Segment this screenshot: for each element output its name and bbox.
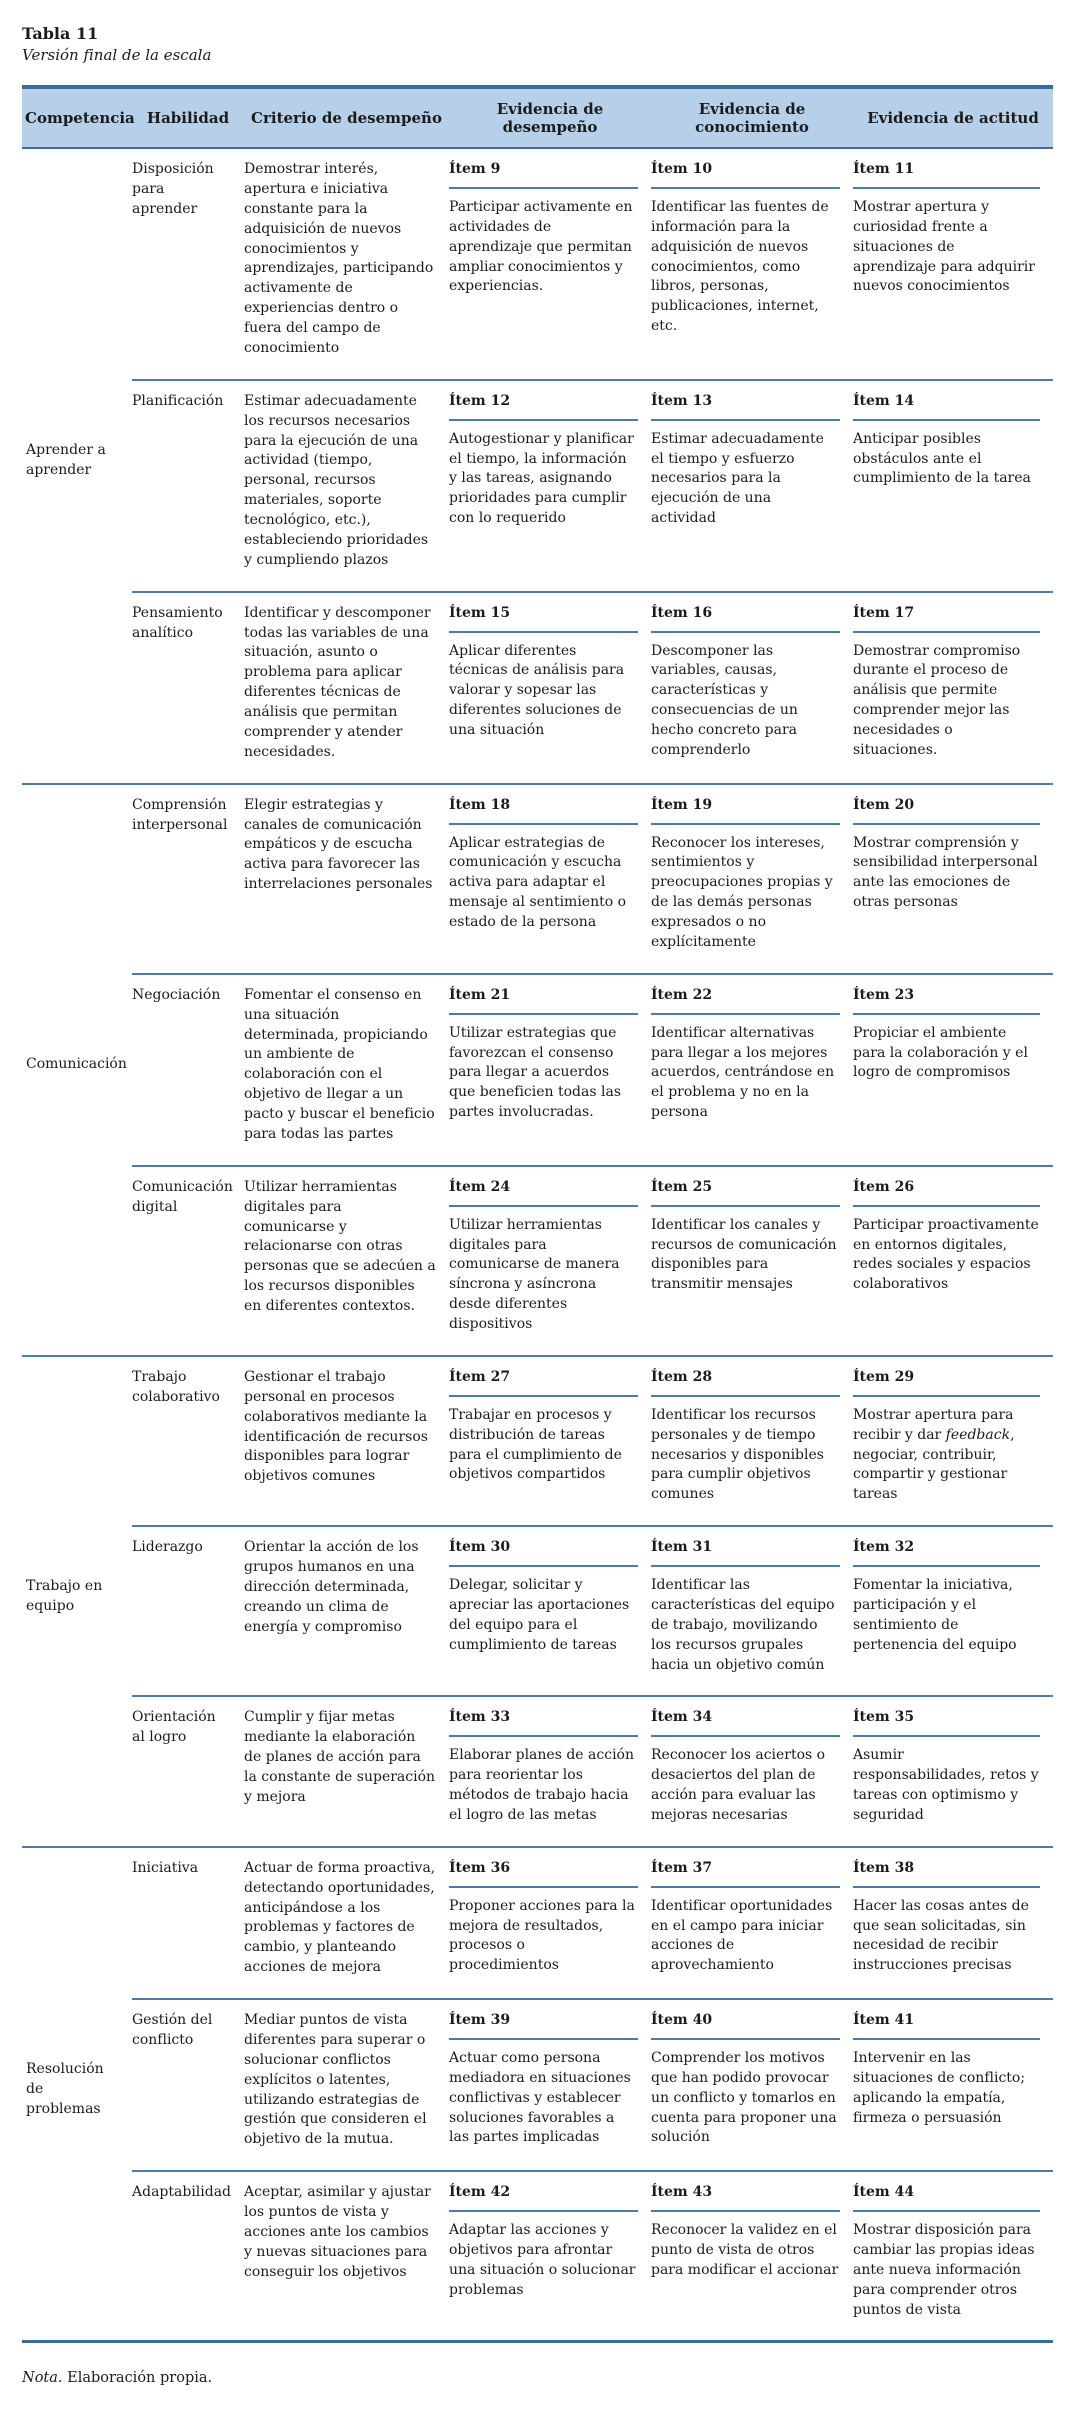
criterio-cell: Demostrar interés, apertura e iniciativa constante para la adquisición de nuevos conocimientos y aprendizajes, participando activamente de experiencias dentro o fuera del campo de conocimiento (244, 161, 434, 356)
habilidad-cell: Gestión del conflicto (132, 1999, 244, 2171)
item-label: Ítem 10 (651, 160, 840, 189)
item-text: Identificar alternativas para llegar a los mejores acuerdos, centrándose en el problema y no en la persona (651, 1024, 835, 1121)
item-label: Ítem 25 (651, 1178, 840, 1207)
item-label: Ítem 42 (449, 2183, 638, 2212)
habilidad-cell: Orientación al logro (132, 1696, 244, 1846)
criterio-cell: Actuar de forma proactiva, detectando oportunidades, anticipándose a los problemas y factores de cambio, y planteando acciones de mejora (244, 1847, 449, 1999)
item-label: Ítem 27 (449, 1368, 638, 1397)
item-label: Ítem 28 (651, 1368, 840, 1397)
evidencia-cell (853, 1166, 1053, 1356)
scale-table (22, 85, 1053, 2343)
item-text: Asumir responsabilidades, retos y tareas con optimismo y seguridad (853, 1747, 1039, 1823)
criterio-cell: Fomentar el consenso en una situación determinada, propiciando un ambiente de colaboración con el objetivo de llegar a un pacto y buscar el beneficio para todas las partes (244, 974, 449, 1166)
evidencia-cell (449, 380, 651, 592)
item-label: Ítem 43 (651, 2183, 840, 2212)
habilidad-cell: Planificación (132, 380, 244, 592)
habilidad-cell: Trabajo colaborativo (132, 1356, 244, 1526)
habilidad-cell: Adaptabilidad (132, 2171, 244, 2342)
item-text: Mostrar disposición para cambiar las propias ideas ante nueva información para comprender otros puntos de vista (853, 2222, 1035, 2318)
evidencia-cell (449, 148, 651, 380)
item-text: Identificar oportunidades en el campo para iniciar acciones de aprovechamiento (651, 1897, 833, 1974)
evidencia-cell (651, 148, 853, 380)
evidencia-cell (651, 592, 853, 784)
competencia-cell: Trabajo en equipo (22, 1356, 132, 1847)
item-text: Comprender los motivos que han podido provocar un conflicto y tomarlos en cuenta para proponer una solución (651, 2049, 837, 2146)
item-text: Elaborar planes de acción para reorientar los métodos de trabajo hacia el logro de las metas (449, 1747, 634, 1823)
item-label: Ítem 19 (651, 796, 840, 825)
competencia-cell: Resolución de problemas (22, 1847, 132, 2342)
item-text: Mostrar apertura para recibir y dar feedback, negociar, contribuir, compartir y gestionar tareas (853, 1406, 1015, 1503)
item-label: Ítem 17 (853, 604, 1040, 633)
item-label: Ítem 36 (449, 1859, 638, 1888)
habilidad-cell: Disposición para aprender (132, 161, 214, 217)
item-label: Ítem 13 (651, 392, 840, 421)
evidencia-cell (449, 784, 651, 974)
table-row (22, 2171, 1053, 2342)
table-row (22, 1526, 1053, 1696)
table-row (22, 784, 1053, 974)
table-header (22, 87, 1053, 148)
criterio-cell: Aceptar, asimilar y ajustar los puntos de vista y acciones ante los cambios y nuevas situaciones para conseguir los objetivos (244, 2171, 449, 2342)
item-label: Ítem 39 (449, 2011, 638, 2040)
table-row (22, 380, 1053, 592)
item-text: Descomponer las variables, causas, características y consecuencias de un hecho concreto para comprenderlo (651, 642, 798, 758)
item-label: Ítem 31 (651, 1538, 840, 1567)
evidencia-cell (651, 1847, 853, 1999)
table-row (22, 1166, 1053, 1356)
evidencia-cell (853, 592, 1053, 784)
evidencia-cell (449, 1999, 651, 2171)
item-text: Identificar los recursos personales y de tiempo necesarios y disponibles para cumplir objetivos comunes (651, 1406, 824, 1503)
item-label: Ítem 37 (651, 1859, 840, 1888)
item-label: Ítem 14 (853, 392, 1040, 421)
item-text: Identificar los canales y recursos de comunicación disponibles para transmitir mensajes (651, 1216, 837, 1293)
item-label: Ítem 15 (449, 604, 638, 633)
item-text: Delegar, solicitar y apreciar las aportaciones del equipo para el cumplimiento de tareas (449, 1577, 630, 1653)
item-text: Identificar las fuentes de información para la adquisición de nuevos conocimientos, como libros, personas, publicaciones, internet, etc. (651, 198, 829, 335)
item-text: Reconocer la validez en el punto de vista de otros para modificar el accionar (651, 2222, 839, 2278)
column-header-criterio: Criterio de desempeño (244, 87, 449, 148)
evidencia-cell (449, 974, 651, 1166)
item-text: Anticipar posibles obstáculos ante el cumplimiento de la tarea (853, 430, 1031, 487)
evidencia-cell (853, 1356, 1053, 1526)
column-header-evidencia-actitud: Evidencia de actitud (853, 87, 1053, 148)
item-text: Identificar las características del equipo de trabajo, movilizando los recursos grupales hacia un objetivo común (651, 1577, 835, 1673)
item-text: Participar activamente en actividades de aprendizaje que permitan ampliar conocimientos y experiencias. (449, 198, 633, 295)
column-header-evidencia-conocimiento: Evidencia de conocimiento (651, 87, 853, 148)
table-body (22, 148, 1053, 2342)
item-label: Ítem 24 (449, 1178, 638, 1207)
evidencia-cell (853, 1999, 1053, 2171)
habilidad-cell: Iniciativa (132, 1847, 244, 1999)
item-label: Ítem 18 (449, 796, 638, 825)
evidencia-cell (651, 1526, 853, 1696)
item-text: Autogestionar y planificar el tiempo, la información y las tareas, asignando prioridades para cumplir con lo requerido (449, 430, 634, 527)
evidencia-cell (853, 380, 1053, 592)
column-header-competencia: Competencia (22, 87, 132, 148)
habilidad-cell: Liderazgo (132, 1526, 244, 1696)
item-text: Trabajar en procesos y distribución de tareas para el cumplimiento de objetivos compartidos (449, 1406, 622, 1483)
evidencia-cell (449, 1847, 651, 1999)
item-label: Ítem 35 (853, 1708, 1040, 1737)
item-text: Utilizar herramientas digitales para comunicarse de manera síncrona y asíncrona desde diferentes dispositivos (449, 1216, 620, 1332)
item-label: Ítem 33 (449, 1708, 638, 1737)
item-label: Ítem 11 (853, 160, 1040, 189)
evidencia-cell (853, 2171, 1053, 2342)
evidencia-cell (651, 784, 853, 974)
item-label: Ítem 20 (853, 796, 1040, 825)
item-text: Demostrar compromiso durante el proceso de análisis que permite comprender mejor las necesidades o situaciones. (853, 642, 1021, 758)
criterio-cell: Elegir estrategias y canales de comunicación empáticos y de escucha activa para favorecer las interrelaciones personales (244, 784, 449, 974)
item-text: Mostrar comprensión y sensibilidad interpersonal ante las emociones de otras personas (853, 834, 1038, 911)
criterio-cell: Utilizar herramientas digitales para comunicarse y relacionarse con otras personas que se adecúen a los recursos disponibles en diferentes contextos. (244, 1166, 449, 1356)
item-label: Ítem 12 (449, 392, 638, 421)
item-text: Participar proactivamente en entornos digitales, redes sociales y espacios colaborativos (853, 1216, 1039, 1293)
column-header-evidencia-desempeno: Evidencia de desempeño (449, 87, 651, 148)
evidencia-cell (651, 1166, 853, 1356)
table-row (22, 592, 1053, 784)
item-label: Ítem 41 (853, 2011, 1040, 2040)
evidencia-cell (449, 1526, 651, 1696)
evidencia-cell (651, 1696, 853, 1846)
evidencia-cell (651, 974, 853, 1166)
item-label: Ítem 40 (651, 2011, 840, 2040)
habilidad-cell: Comprensión interpersonal (132, 784, 244, 974)
item-label: Ítem 44 (853, 2183, 1040, 2212)
evidencia-cell (449, 1696, 651, 1846)
evidencia-cell (853, 1696, 1053, 1846)
evidencia-cell (449, 2171, 651, 2342)
item-label: Ítem 32 (853, 1538, 1040, 1567)
item-text: Estimar adecuadamente el tiempo y esfuerzo necesarios para la ejecución de una actividad (651, 430, 824, 527)
table-row (22, 1356, 1053, 1526)
evidencia-cell (853, 148, 1053, 380)
item-text: Adaptar las acciones y objetivos para afrontar una situación o solucionar problemas (449, 2222, 636, 2298)
evidencia-cell (449, 592, 651, 784)
item-text: Intervenir en las situaciones de conflicto; aplicando la empatía, firmeza o persuasión (853, 2049, 1026, 2126)
item-label: Ítem 23 (853, 986, 1040, 1015)
item-text: Fomentar la iniciativa, participación y el sentimiento de pertenencia del equipo (853, 1577, 1017, 1653)
evidencia-cell (651, 2171, 853, 2342)
item-text: Aplicar estrategias de comunicación y escucha activa para adaptar el mensaje al sentimiento o estado de la persona (449, 834, 627, 930)
evidencia-cell (853, 974, 1053, 1166)
table-row (22, 974, 1053, 1166)
table-row (22, 1696, 1053, 1846)
item-label: Ítem 34 (651, 1708, 840, 1737)
table-row (22, 148, 1053, 380)
habilidad-cell: Comunicación digital (132, 1166, 244, 1356)
criterio-cell: Mediar puntos de vista diferentes para superar o solucionar conflictos explícitos o latentes, utilizando estrategias de gestión que consideren el objetivo de la mutua. (244, 1999, 449, 2171)
item-text: Actuar como persona mediadora en situaciones conflictivas y establecer soluciones favorables a las partes implicadas (449, 2049, 631, 2146)
criterio-cell: Identificar y descomponer todas las variables de una situación, asunto o problema para aplicar diferentes técnicas de análisis que permitan comprender y atender necesidades. (244, 592, 449, 784)
evidencia-cell (651, 1356, 853, 1526)
item-text: Hacer las cosas antes de que sean solicitadas, sin necesidad de recibir instrucciones precisas (853, 1897, 1029, 1974)
item-label: Ítem 38 (853, 1859, 1040, 1888)
table-row (22, 1847, 1053, 1999)
item-text: Aplicar diferentes técnicas de análisis para valorar y sopesar las diferentes soluciones de una situación (449, 642, 625, 738)
item-label: Ítem 29 (853, 1368, 1040, 1397)
item-text: Utilizar estrategias que favorezcan el consenso para llegar a acuerdos que beneficien todas las partes involucradas. (449, 1024, 621, 1121)
table-note: Nota. Elaboración propia. (22, 2370, 213, 2387)
criterio-cell: Estimar adecuadamente los recursos necesarios para la ejecución de una actividad (tiempo, personal, recursos materiales, soporte tecnológico, etc.), estableciendo prioridades y cumpliendo plazos (244, 380, 449, 592)
item-text: Reconocer los aciertos o desaciertos del plan de acción para evaluar las mejoras necesarias (651, 1747, 826, 1823)
item-text: Proponer acciones para la mejora de resultados, procesos o procedimientos (449, 1897, 635, 1974)
item-text: Propiciar el ambiente para la colaboración y el logro de compromisos (853, 1024, 1028, 1081)
item-label: Ítem 16 (651, 604, 840, 633)
evidencia-cell (449, 1166, 651, 1356)
header-row (22, 87, 1053, 148)
evidencia-cell (651, 380, 853, 592)
criterio-cell: Gestionar el trabajo personal en procesos colaborativos mediante la identificación de recursos disponibles para lograr objetivos comunes (244, 1356, 449, 1526)
item-label: Ítem 9 (449, 160, 638, 189)
criterio-cell: Cumplir y fijar metas mediante la elaboración de planes de acción para la constante de superación y mejora (244, 1696, 449, 1846)
item-text: Mostrar apertura y curiosidad frente a situaciones de aprendizaje para adquirir nuevos conocimientos (853, 198, 1035, 295)
item-label: Ítem 22 (651, 986, 840, 1015)
habilidad-cell: Pensamiento analítico (132, 592, 244, 784)
item-label: Ítem 26 (853, 1178, 1040, 1207)
competencia-cell: Aprender a aprender (26, 442, 106, 479)
item-text: Reconocer los intereses, sentimientos y preocupaciones propias y de las demás personas expresados o no explícitamente (651, 834, 833, 950)
competencia-cell: Comunicación (22, 784, 132, 1356)
evidencia-cell (651, 1999, 853, 2171)
item-label: Ítem 21 (449, 986, 638, 1015)
evidencia-cell (853, 784, 1053, 974)
evidencia-cell (853, 1526, 1053, 1696)
criterio-cell: Orientar la acción de los grupos humanos en una dirección determinada, creando un clima de energía y compromiso (244, 1526, 449, 1696)
table-subtitle: Versión final de la escala (22, 46, 212, 64)
column-header-habilidad: Habilidad (132, 87, 244, 148)
evidencia-cell (449, 1356, 651, 1526)
table-title: Tabla 11 (22, 24, 99, 43)
evidencia-cell (853, 1847, 1053, 1999)
item-label: Ítem 30 (449, 1538, 638, 1567)
table-row (22, 1999, 1053, 2171)
habilidad-cell: Negociación (132, 974, 244, 1166)
